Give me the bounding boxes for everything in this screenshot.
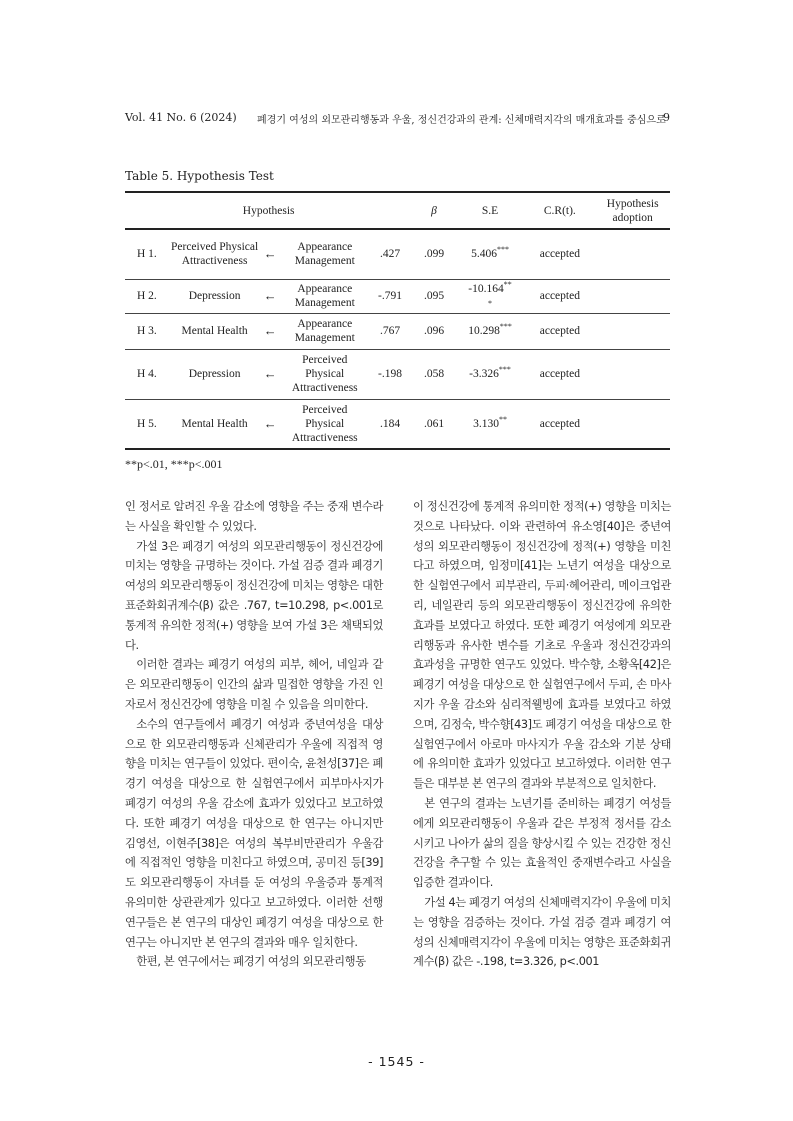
- adoption-value: accepted: [539, 417, 580, 430]
- cr-cell: [456, 229, 525, 279]
- header-page-number: 9: [663, 111, 670, 124]
- hypothesis-id: H 1.: [137, 248, 157, 261]
- se-value: .096: [423, 325, 445, 337]
- hypothesis-id: H 5.: [137, 417, 157, 430]
- table-row: [125, 349, 670, 399]
- arrow-left-icon: ←: [263, 288, 277, 303]
- running-title: 폐경기 여성의 외모관리행동과 우울, 정신건강과의 관계: 신체매력지각의 매개효과를 중심으로: [257, 115, 666, 126]
- dependent-variable: Mental Health: [181, 325, 248, 337]
- journal-volume: Vol. 41 No. 6 (2024): [125, 111, 237, 124]
- dependent-variable: Depression: [188, 290, 241, 302]
- arrow-left-icon: ←: [263, 246, 277, 262]
- se-value: .061: [423, 417, 445, 430]
- beta-value: .184: [379, 417, 401, 430]
- body-column-right: [413, 497, 671, 972]
- paragraph: 본 연구의 결과는 노년기를 준비하는 폐경기 여성들에게 외모관리행동이 우울과 같은 부정적 정서를 감소시키고 나아가 삶의 질을 향상시킬 수 있는 건강한 정신건강을 추구할 수 있는 효율적인 중재변수라고 사실을 입증한 결과이다.: [413, 796, 671, 890]
- independent-variable: Appearance Management: [294, 283, 355, 309]
- independent-variable: Appearance Management: [294, 241, 355, 268]
- significance-mark: ***: [496, 245, 509, 255]
- paragraph: 이러한 결과는 폐경기 여성의 피부, 헤어, 네일과 같은 외모관리행동이 인간의 삶과 밀접한 영향을 가진 인자로서 정신건강에 영향을 미칠 수 있음을 의미한다.: [125, 658, 383, 711]
- se-value: .099: [423, 248, 445, 261]
- significance-mark: **: [503, 280, 512, 290]
- adoption-value: accepted: [539, 325, 580, 337]
- cr-cell: [456, 349, 525, 399]
- paragraph: 가설 4는 폐경기 여성의 신체매력지각이 우울에 미치는 영향을 검증하는 것이다. 가설 검증 결과 폐경기 여성의 신체매력지각이 우울에 미치는 영향은 표준화회귀계수(β) 값은 -.198, t=3.326, p<.001: [413, 895, 672, 969]
- cr-cell: [456, 279, 525, 313]
- dependent-variable: Mental Health: [181, 417, 248, 430]
- header-hypothesis: Hypothesis: [242, 204, 295, 217]
- significance-mark-wrap: *: [488, 299, 493, 308]
- paragraph: 인 정서로 알려진 우울 감소에 영향을 주는 중재 변수라는 사실을 확인할 수 있었다.: [125, 500, 383, 533]
- beta-value: .767: [379, 325, 401, 337]
- table-footnote: **p<.01, ***p<.001: [125, 457, 223, 471]
- hypothesis-table: [125, 191, 670, 450]
- independent-variable: Perceived Physical Attractiveness: [291, 403, 358, 444]
- header-se: S.E: [481, 204, 499, 217]
- se-value: .095: [423, 290, 445, 302]
- page-footer-number: - 1545 -: [368, 1054, 425, 1069]
- table-row: [125, 229, 670, 279]
- header-beta: β: [431, 204, 437, 217]
- se-value: .058: [423, 368, 445, 380]
- arrow-left-icon: ←: [263, 323, 277, 338]
- adoption-value: accepted: [539, 368, 580, 380]
- paragraph: 소수의 연구들에서 폐경기 여성과 중년여성을 대상으로 한 외모관리행동과 신체관리가 우울에 직접적 영향을 미치는 연구들이 있었다. 편이숙, 윤천성[37]은 폐경기 여성을 대상으로 한 실험연구에서 피부마사지가 폐경기 여성의 우울 감소에 효과가 있었다고 보고하였다. 또한 폐경기 여성을 대상으로 한 연구는 아니지만 김영선, 이현주[38]은 여성의 복부비만관리가 우울감에 직접적인 영향을 미친다고 하였으며, 공미진 등[39]도 외모관리행동이 자녀를 둔 여성의 우울증과 통계적 유의미한 상관관계가 있다고 보고하였다. 이러한 선행연구들은 본 연구의 대상인 폐경기 여성을 대상으로 한 연구는 아니지만 본 연구의 결과와 매우 일치한다.: [125, 717, 383, 949]
- paragraph: 한편, 본 연구에서는 폐경기 여성의 외모관리행동: [136, 955, 366, 969]
- dependent-variable: Depression: [188, 368, 241, 380]
- table-caption: Table 5. Hypothesis Test: [125, 169, 274, 183]
- beta-value: -.791: [378, 290, 402, 302]
- significance-mark: **: [498, 414, 507, 424]
- paragraph: 이 정신건강에 통계적 유의미한 정적(+) 영향을 미치는 것으로 나타났다. 이와 관련하여 유소영[40]은 중년여성의 외모관리행동이 정신건강에 정적(+) 영향을 미친다고 하였으며, 임정미[41]는 노년기 여성을 대상으로 한 실험연구에서 피부관리, 두피·헤어관리, 메이크업관리, 네일관리 등의 외모관리행동이 정신건강에 유의한 효과를 보였다고 하였다. 또한 폐경기 여성에게 외모관리행동과 유사한 변수를 기초로 우울과 정신건강과의 효과성을 규명한 연구도 있었다. 박수향, 소황옥[42]은 폐경기 여성을 대상으로 한 실험연구에서 두피, 손 마사지가 우울 감소와 심리적웰빙에 효과를 보였다고 하였으며, 김정숙, 박수향[43]도 폐경기 여성을 대상으로 한 실험연구에서 아로마 마사지가 우울 감소와 기분 상태에 유의미한 효과가 있었다고 보고하였다. 이러한 연구들은 대부분 본 연구의 결과와 부분적으로 일치한다.: [413, 500, 671, 791]
- hypothesis-id: H 4.: [137, 368, 157, 380]
- adoption-value: accepted: [539, 290, 580, 302]
- hypothesis-id: H 3.: [137, 325, 157, 337]
- table-row: [125, 279, 670, 313]
- cr-value: 10.298: [468, 325, 500, 337]
- paragraph: 가설 3은 폐경기 여성의 외모관리행동이 정신건강에 미치는 영향을 규명하는 것이다. 가설 검증 결과 폐경기 여성의 외모관리행동이 정신건강에 미치는 영향은 대한 표준화회귀계수(β) 값은 .767, t=10.298, p<.001로 통계적 유의한 정적(+) 영향을 보여 가설 3은 채택되었다.: [125, 539, 383, 652]
- table-row: [125, 313, 670, 349]
- header-cr: C.R(t).: [543, 204, 576, 217]
- header-adoption: Hypothesis adoption: [606, 197, 659, 224]
- arrow-left-icon: ←: [263, 366, 277, 381]
- significance-mark: ***: [498, 365, 511, 375]
- cr-value: -3.326: [469, 368, 499, 380]
- hypothesis-id: H 2.: [137, 290, 157, 302]
- table-row: [125, 399, 670, 449]
- cr-value: -10.164: [468, 283, 504, 295]
- dependent-variable: Perceived Physical Attractiveness: [170, 241, 259, 268]
- cr-cell: [456, 399, 525, 449]
- independent-variable: Appearance Management: [294, 318, 355, 344]
- arrow-left-icon: ←: [263, 415, 277, 431]
- significance-mark: ***: [499, 322, 512, 332]
- independent-variable: Perceived Physical Attractiveness: [291, 354, 358, 394]
- body-column-left: [125, 497, 383, 972]
- adoption-value: accepted: [539, 248, 580, 261]
- beta-value: -.198: [378, 368, 402, 380]
- cr-cell: [456, 313, 525, 349]
- beta-value: .427: [379, 248, 401, 261]
- cr-value: 3.130: [473, 417, 499, 430]
- table-header-row: [125, 192, 670, 229]
- cr-value: 5.406: [471, 248, 497, 261]
